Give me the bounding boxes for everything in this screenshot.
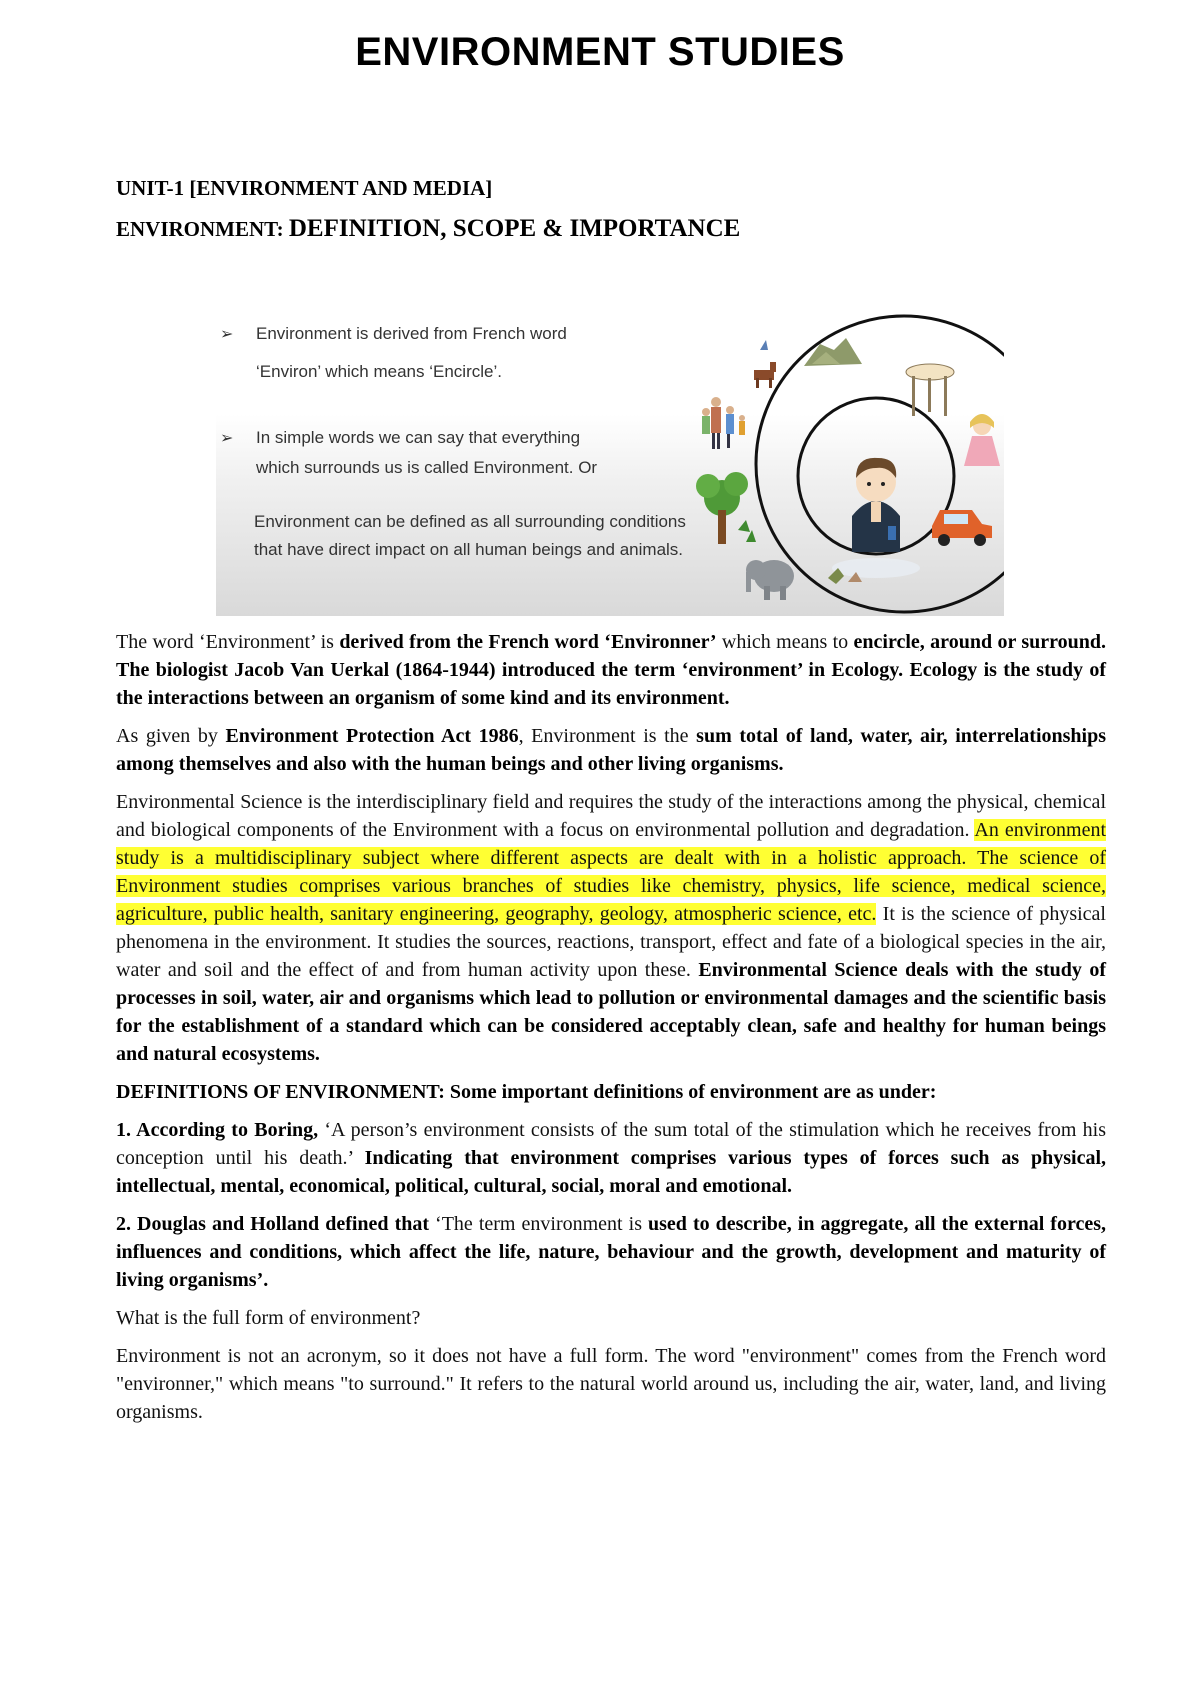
figure-line-6: that have direct impact on all human beings and animals.: [254, 540, 684, 559]
tree-icon: [696, 472, 750, 544]
car-icon: [932, 510, 992, 546]
text-run: which means to: [716, 631, 854, 653]
body-text: [116, 628, 1106, 1436]
unit-heading: UNIT-1 [ENVIRONMENT AND MEDIA]: [116, 176, 493, 200]
bold-run: derived from the French word ‘Environner’: [339, 631, 717, 653]
figure-line-3: In simple words we can say that everything: [256, 428, 581, 447]
section-heading-prefix: ENVIRONMENT:: [116, 217, 289, 241]
text-run: ‘The term environment is: [429, 1213, 649, 1235]
bold-run: DEFINITIONS OF ENVIRONMENT: Some important definitions of environment are as under:: [116, 1081, 937, 1103]
highlighted-text: An environment study is a multidisciplinary subject where different aspects are dealt with in a holistic approach. The science of Environment studies comprises various branches of studies like chemistry, physics, life science, medical science, agriculture, public health, sanitary engineering, geography, geology, atmospheric science, etc.: [116, 819, 1107, 925]
figure-line-5: Environment can be defined as all surrounding conditions: [254, 512, 686, 531]
plant-icon: [746, 530, 756, 542]
figure-line-1: Environment is derived from French word: [256, 324, 567, 343]
paragraph-origin: [116, 628, 1106, 712]
bold-run: Environment Protection Act 1986: [225, 725, 519, 747]
bold-run: Environmental Science deals with the study of processes in soil, water, air and organisms which lead to pollution or environmental damages and the scientific basis for the establishment of a standard which can be considered acceptably clean, safe and healthy for human beings and natural ecosystems.: [116, 959, 1106, 1065]
environment-figure: [216, 306, 1004, 616]
paragraph-environmental-science: [116, 788, 1106, 1068]
bold-run: used to describe, in aggregate, all the external forces, influences and conditions, which affect the life, nature, behaviour and the growth, development and maturity of living organisms’.: [116, 1213, 1106, 1291]
elephant-icon: [746, 560, 794, 600]
bold-run: encircle, around or surround. The biologist Jacob Van Uerkal (1864-1944) introduced the term ‘environment’ in Ecology. Ecology is the study of the interactions between an organism of some kind and its environment.: [116, 631, 1107, 709]
animal-icon: [754, 362, 776, 388]
paragraph-douglas-holland-definition: [116, 1210, 1106, 1294]
figure-line-2: ‘Environ’ which means ‘Encircle’.: [256, 362, 502, 381]
section-heading: [116, 215, 740, 243]
text-run: ‘A person’s environment consists of the sum total of the stimulation which he receives from his conception until his death.’: [116, 1119, 1106, 1169]
faq-question: What is the full form of environment?: [116, 1307, 421, 1329]
doll-icon: [964, 414, 1000, 466]
paragraph-act-1986: [116, 722, 1106, 778]
arrow-bullet-icon: ➢: [220, 324, 234, 343]
text-run: It is the science of physical phenomena in the environment. It studies the sources, reactions, transport, effect and fate of a biological species in the air, water and soil and the effect of and from human activity upon these.: [116, 903, 1106, 981]
page-title: ENVIRONMENT STUDIES: [355, 30, 845, 74]
stool-icon: [906, 364, 954, 416]
family-icon: [702, 397, 745, 449]
bold-run: sum total of land, water, air, interrelationships among themselves and also with the human beings and other living organisms.: [116, 725, 1106, 775]
figure-line-4: which surrounds us is called Environment. Or: [256, 458, 598, 477]
text-run: , Environment is the: [518, 725, 697, 747]
faq-answer: Environment is not an acronym, so it does not have a full form. The word "environment" comes from the French word "environner," which means "to surround." It refers to the natural world around us, including the air, water, land, and living organisms.: [116, 1345, 1106, 1423]
rocks-icon: [804, 338, 862, 366]
text-run: Environmental Science is the interdisciplinary field and requires the study of the interactions among the physical, chemical and biological components of the Environment with a focus on environmental pollution and degradation.: [116, 791, 1106, 841]
insect-icon: [760, 340, 768, 350]
paragraph-definitions-heading: [116, 1078, 1106, 1106]
bold-run: 1. According to Boring,: [116, 1119, 319, 1141]
bold-run: Indicating that environment comprises various types of forces such as physical, intellectual, mental, economical, political, cultural, social, moral and emotional.: [116, 1147, 1106, 1197]
section-heading-main: DEFINITION, SCOPE & IMPORTANCE: [288, 215, 741, 242]
text-run: The word ‘Environment’ is: [116, 631, 340, 653]
arrow-bullet-icon: ➢: [220, 428, 234, 447]
bold-run: 2. Douglas and Holland defined that: [116, 1213, 430, 1235]
environment-circle-illustration: [216, 306, 1004, 616]
text-run: As given by: [116, 725, 226, 747]
paragraph-boring-definition: [116, 1116, 1106, 1200]
person-icon: [832, 458, 920, 578]
